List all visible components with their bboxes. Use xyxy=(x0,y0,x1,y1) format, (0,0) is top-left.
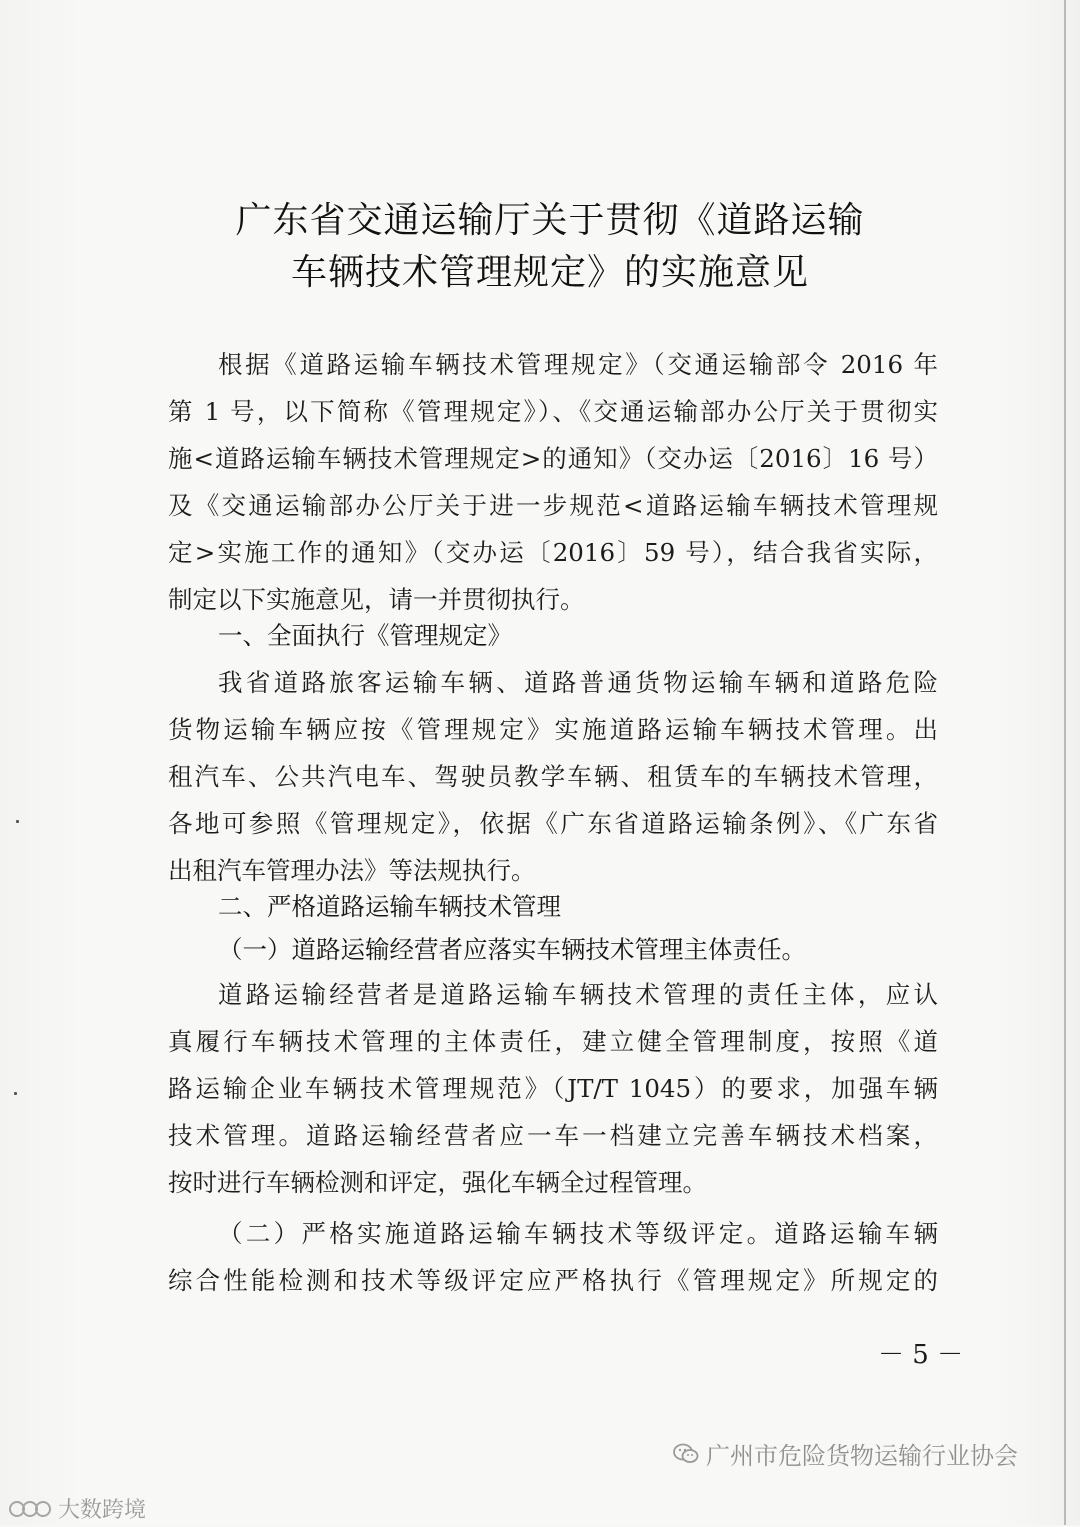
subsection-1-paragraph xyxy=(168,971,938,1206)
text-line: 及《交通运输部办公厅关于进一步规范<道路运输车辆技术管理规 xyxy=(168,491,938,520)
text-line: 租汽车、公共汽电车、驾驶员教学车辆、租赁车的车辆技术管理， xyxy=(168,762,938,791)
brand-logo-icon xyxy=(8,1497,54,1521)
watermark-brand xyxy=(8,1493,146,1524)
scan-speck xyxy=(16,820,19,823)
text-line: 出租汽车管理办法》等法规执行。 xyxy=(168,856,536,885)
text-line: 路运输企业车辆技术管理规范》（JT/T 1045）的要求，加强车辆 xyxy=(168,1074,938,1103)
text-line: 定>实施工作的通知》（交办运〔2016〕59 号），结合我省实际， xyxy=(168,538,938,567)
text-line: 真履行车辆技术管理的主体责任，建立健全管理制度，按照《道 xyxy=(168,1027,938,1056)
text-line: 货物运输车辆应按《管理规定》实施道路运输车辆技术管理。出 xyxy=(168,715,938,744)
text-line: （二）严格实施道路运输车辆技术等级评定。道路运输车辆 xyxy=(218,1219,938,1248)
text-line: 各地可参照《管理规定》，依据《广东省道路运输条例》、《广东省 xyxy=(168,809,938,838)
text-line: 第 1 号，以下简称《管理规定》）、《交通运输部办公厅关于贯彻实 xyxy=(168,397,938,426)
document-title-line-2: 车辆技术管理规定》的实施意见 xyxy=(290,252,809,293)
text-line: 综合性能检测和技术等级评定应严格执行《管理规定》所规定的 xyxy=(168,1266,938,1295)
wechat-icon xyxy=(672,1442,700,1466)
watermark-association xyxy=(672,1436,1018,1471)
document-title-line-1: 广东省交通运输厅关于贯彻《道路运输 xyxy=(235,200,865,241)
text-line: 按时进行车辆检测和评定，强化车辆全过程管理。 xyxy=(168,1168,707,1197)
text-line: 技术管理。道路运输经营者应一车一档建立完善车辆技术档案， xyxy=(168,1121,938,1150)
section-1-paragraph xyxy=(168,659,938,894)
text-line: 根据《道路运输车辆技术管理规定》（交通运输部令 2016 年 xyxy=(218,350,938,379)
watermark-right-text: 广州市危险货物运输行业协会 xyxy=(706,1442,1018,1470)
intro-paragraph xyxy=(168,341,938,623)
text-line: 我省道路旅客运输车辆、道路普通货物运输车辆和道路危险 xyxy=(218,668,938,697)
text-line: 施<道路运输车辆技术管理规定>的通知》（交办运〔2016〕16 号） xyxy=(168,444,938,473)
watermark-left-text: 大数跨境 xyxy=(58,1498,147,1523)
text-line: 道路运输经营者是道路运输车辆技术管理的责任主体，应认 xyxy=(218,980,938,1009)
scan-speck xyxy=(14,1092,17,1095)
subsection-2-paragraph xyxy=(168,1210,938,1304)
subsection-heading-1: （一）道路运输经营者应落实车辆技术管理主体责任。 xyxy=(218,935,806,964)
text-line: 制定以下实施意见，请一并贯彻执行。 xyxy=(168,585,585,614)
page-number: － 5 － xyxy=(878,1340,964,1370)
section-heading-1: 一、全面执行《管理规定》 xyxy=(218,621,512,650)
section-heading-2: 二、严格道路运输车辆技术管理 xyxy=(218,892,561,921)
